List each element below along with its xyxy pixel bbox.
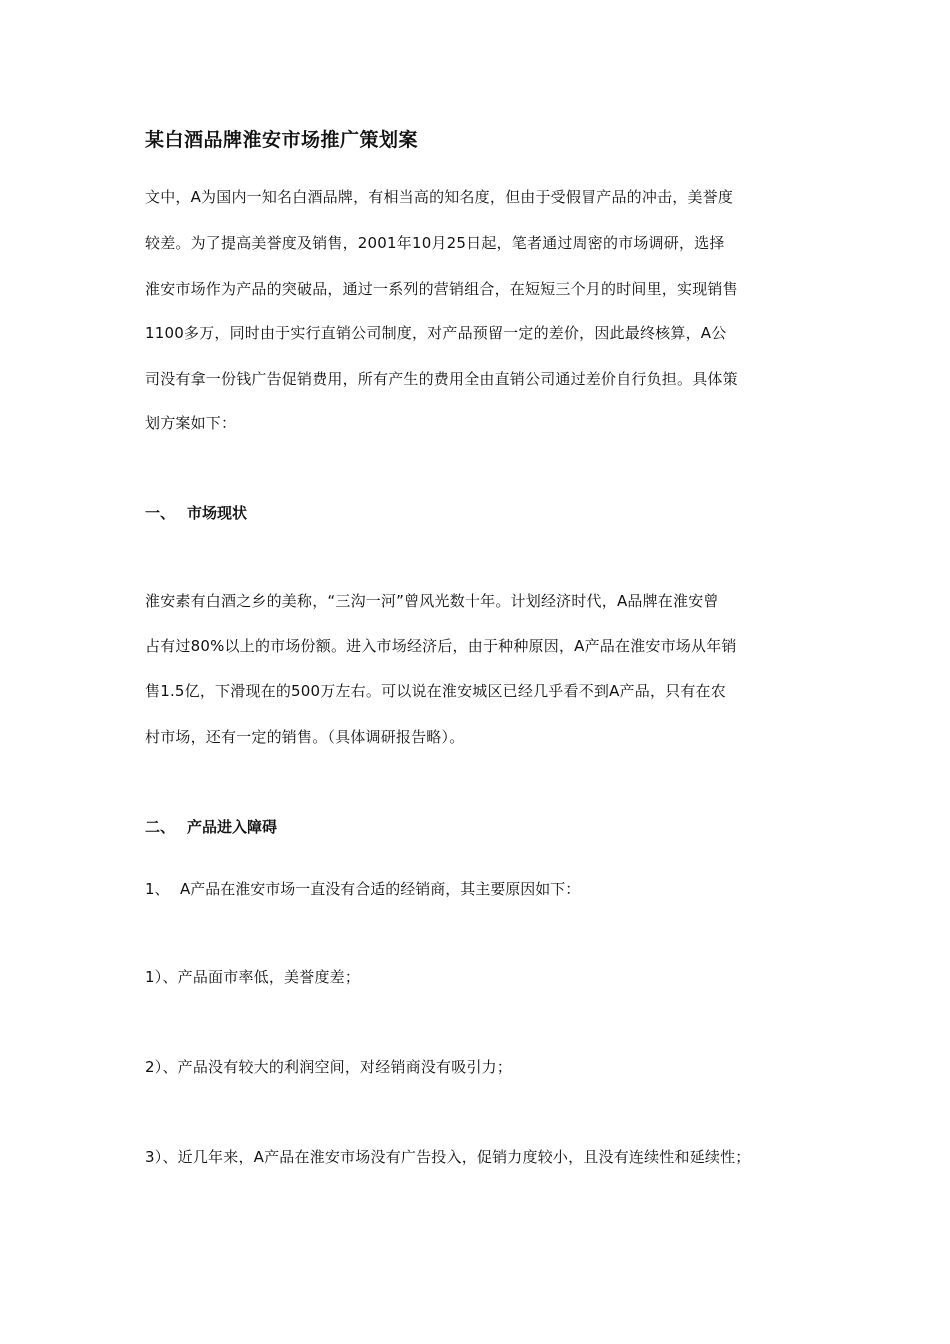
reason-item: 1）、产品面市率低，美誉度差； [145,968,361,986]
section-number: 二、 [145,818,176,836]
intro-line: 较差。为了提高美誉度及销售，2001年10月25日起，笔者通过周密的市场调研，选择 [145,234,725,252]
intro-line: 司没有拿一份钱广告促销费用，所有产生的费用全由直销公司通过差价自行负担。具体策 [145,370,738,388]
section-heading-market-status [145,502,247,523]
section-title: 产品进入障碍 [187,818,278,836]
intro-line: 划方案如下： [145,414,237,432]
document-title: 某白酒品牌淮安市场推广策划案 [145,129,419,151]
reason-item: 2）、产品没有较大的利润空间，对经销商没有吸引力； [145,1058,513,1076]
point-text: A产品在淮安市场一直没有合适的经销商，其主要原因如下： [180,880,581,898]
section-title: 市场现状 [187,504,248,522]
section1-line: 售1.5亿，下滑现在的500万左右。可以说在淮安城区已经几乎看不到A产品，只有在农 [145,682,726,700]
reason-item: 3）、近几年来，A产品在淮安市场没有广告投入，促销力度较小，且没有连续性和延续性； [145,1148,751,1166]
section-heading-entry-barriers [145,816,277,837]
section1-line: 村市场，还有一定的销售。（具体调研报告略）。 [145,728,465,746]
point-number: 1、 [145,880,170,898]
section1-line: 占有过80%以上的市场份额。进入市场经济后，由于种种原因，A产品在淮安市场从年销 [145,637,737,655]
section-number: 一、 [145,504,176,522]
section2-point-1 [145,878,580,899]
section1-line: 淮安素有白酒之乡的美称，“三沟一河”曾风光数十年。计划经济时代，A品牌在淮安曾 [145,592,719,610]
intro-line: 文中，A为国内一知名白酒品牌，有相当高的知名度，但由于受假冒产品的冲击，美誉度 [145,188,734,206]
intro-line: 淮安市场作为产品的突破品，通过一系列的营销组合，在短短三个月的时间里，实现销售 [145,280,738,298]
intro-line: 1100多万，同时由于实行直销公司制度，对产品预留一定的差价，因此最终核算，A公 [145,324,727,342]
